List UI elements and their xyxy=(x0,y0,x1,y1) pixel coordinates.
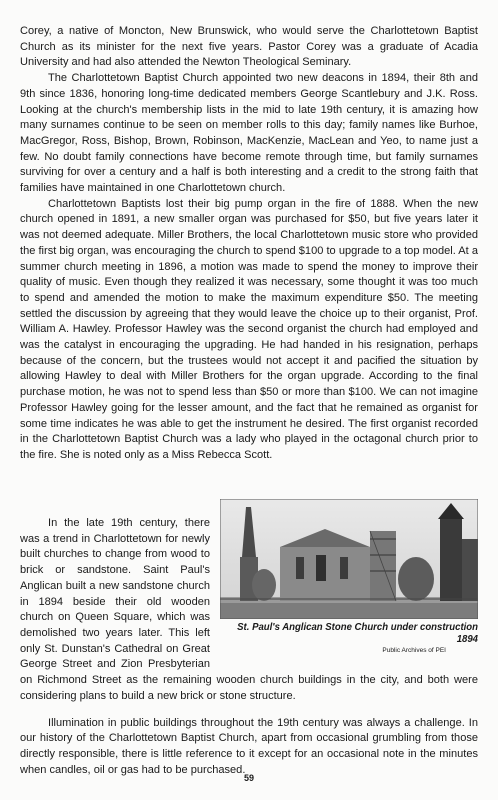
church-photo xyxy=(220,499,478,619)
body-text-top xyxy=(20,24,478,464)
figure-credit: Public Archives of PEI xyxy=(382,647,446,654)
page-number: 59 xyxy=(243,773,254,783)
figure xyxy=(220,499,478,655)
paragraph-3: Charlottetown Baptists lost their big pump organ in the fire of 1888. When the new church opened in 1891, a new smaller organ was purchased for $50, but five years later it was not deemed adequate. Miller Brothers, the local Charlottetown music store who provided the first big organ, was encouraging the church to spend $100 to upgrade to a top model. At a summer church meeting in 1896, a motion was made to spend the money to improve their quality of music. Even though they realized it was necessary, some thought it was too much to spend and amended the motion to make the maximum expenditure $50. The meeting settled the discussion by agreeing that they would leave the choice up to their organist, Prof. William A. Hawley. Professor Hawley was the second organist the church had employed and was the catalyst in encouraging the upgrading. He had handed in his resignation, perhaps because of the concern, but the trustees would not accept it and pacified the situation by allowing Hawley to deal with Miller Brothers for the organ upgrade. According to the final purchase motion, he was not to spend less than $50 or more than $100. We can not imagine Professor Hawley going for the lesser amount, and the fact that he remained as organist for some time indicates he was able to get the instrument he desired. The first organist recorded in the Charlottetown Baptist Church was a lady who played in the octagonal church prior to the fire. She is noted only as a Miss Rebecca Scott. xyxy=(20,197,478,461)
paragraph-5: Illumination in public buildings throughout the 19th century was always a challenge. In our history of the Charlottetown Baptist Church, apart from occasional grumbling from those directly responsible, there is little reference to it except for an occasional note in the minutes when candles, oil or gas had to be purchased. xyxy=(20,716,478,776)
figure-caption: St. Paul's Anglican Stone Church under construction 1894 xyxy=(237,622,478,645)
body-text-bottom xyxy=(20,505,478,789)
paragraph-4: In the late 19th century, there was a trend in Charlottetown for newly built churches to change from wood to brick or sandstone. Saint Paul's Anglican built a new sandstone church in 1894 beside their old wooden church on Queen Square, which was demolished two years later. This left only St. Dunstan's Cathedral on Great George Street and Zion Presbyterian on Richmond Street as the remaining wooden church buildings in the city, and both were considering plans to build a new brick or stone structure. xyxy=(20,517,478,702)
paragraph-2: The Charlottetown Baptist Church appointed two new deacons in 1894, their 8th and 9th since 1836, honoring long-time dedicated members George Scantlebury and J.K. Ross. Looking at the church's membership lists in the mid to late 19th century, it is amazing how many surnames continue to be seen on member rolls to this day; family names like Burhoe, MacGregor, Ross, Bishop, Brown, Robinson, MacKenzie, MacLean and Yeo, to name just a few. No doubt family connections have become remote through time, but family surnames surviving for over a century and a half is both interesting and a credit to the strong faith that families have maintained in one Charlottetown church. xyxy=(20,72,478,195)
paragraph-1: Corey, a native of Moncton, New Brunswick, who would serve the Charlottetown Baptist Church as its minister for the next five years. Pastor Corey was a graduate of Acadia University and had also attended the Newton Theological Seminary. xyxy=(20,25,478,69)
